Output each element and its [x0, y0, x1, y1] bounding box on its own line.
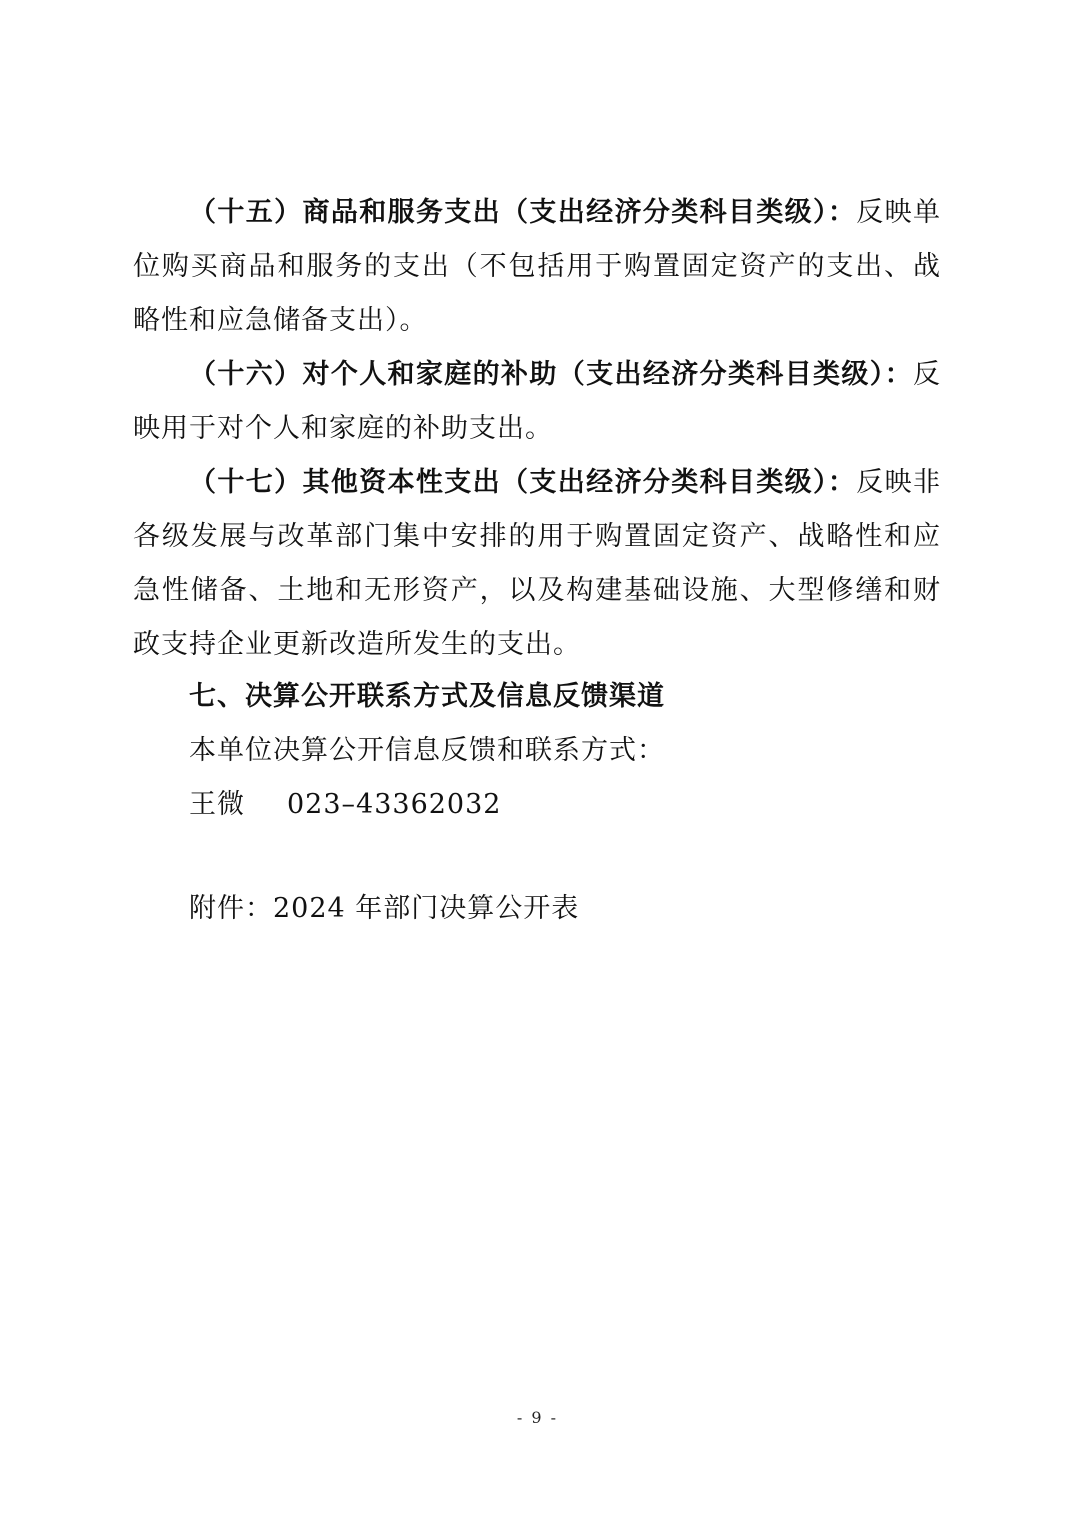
- section-17-text: 反映非各级发展与改革部门集中安排的用于购置固定资产、战略性和应急性储备、土地和无形资产，以及构建基础设施、大型修缮和财政支持企业更新改造所发生的支出。: [133, 467, 942, 660]
- contact-name: 王微: [189, 789, 245, 820]
- page-number: - 9 -: [516, 1408, 559, 1427]
- contact-intro: 本单位决算公开信息反馈和联系方式：: [189, 735, 665, 766]
- section-16-text: 反映用于对个人和家庭的补助支出。: [133, 359, 941, 444]
- section-16-label: （十六）对个人和家庭的补助（支出经济分类科目类级）：: [189, 359, 913, 390]
- section-15-label: （十五）商品和服务支出（支出经济分类科目类级）：: [189, 197, 857, 228]
- section-17-paragraph: [133, 456, 941, 672]
- section-7-heading: 七、决算公开联系方式及信息反馈渠道: [189, 681, 665, 712]
- contact-line: [189, 778, 501, 832]
- contact-phone: 023–43362032: [287, 789, 502, 820]
- section-17-label: （十七）其他资本性支出（支出经济分类科目类级）：: [189, 467, 857, 498]
- section-16-paragraph: [133, 348, 941, 456]
- section-15-paragraph: [133, 186, 941, 348]
- attachment-note: 附件：2024 年部门决算公开表: [189, 893, 580, 924]
- section-15-text: 反映单位购买商品和服务的支出（不包括用于购置固定资产的支出、战略性和应急储备支出）。: [133, 197, 942, 336]
